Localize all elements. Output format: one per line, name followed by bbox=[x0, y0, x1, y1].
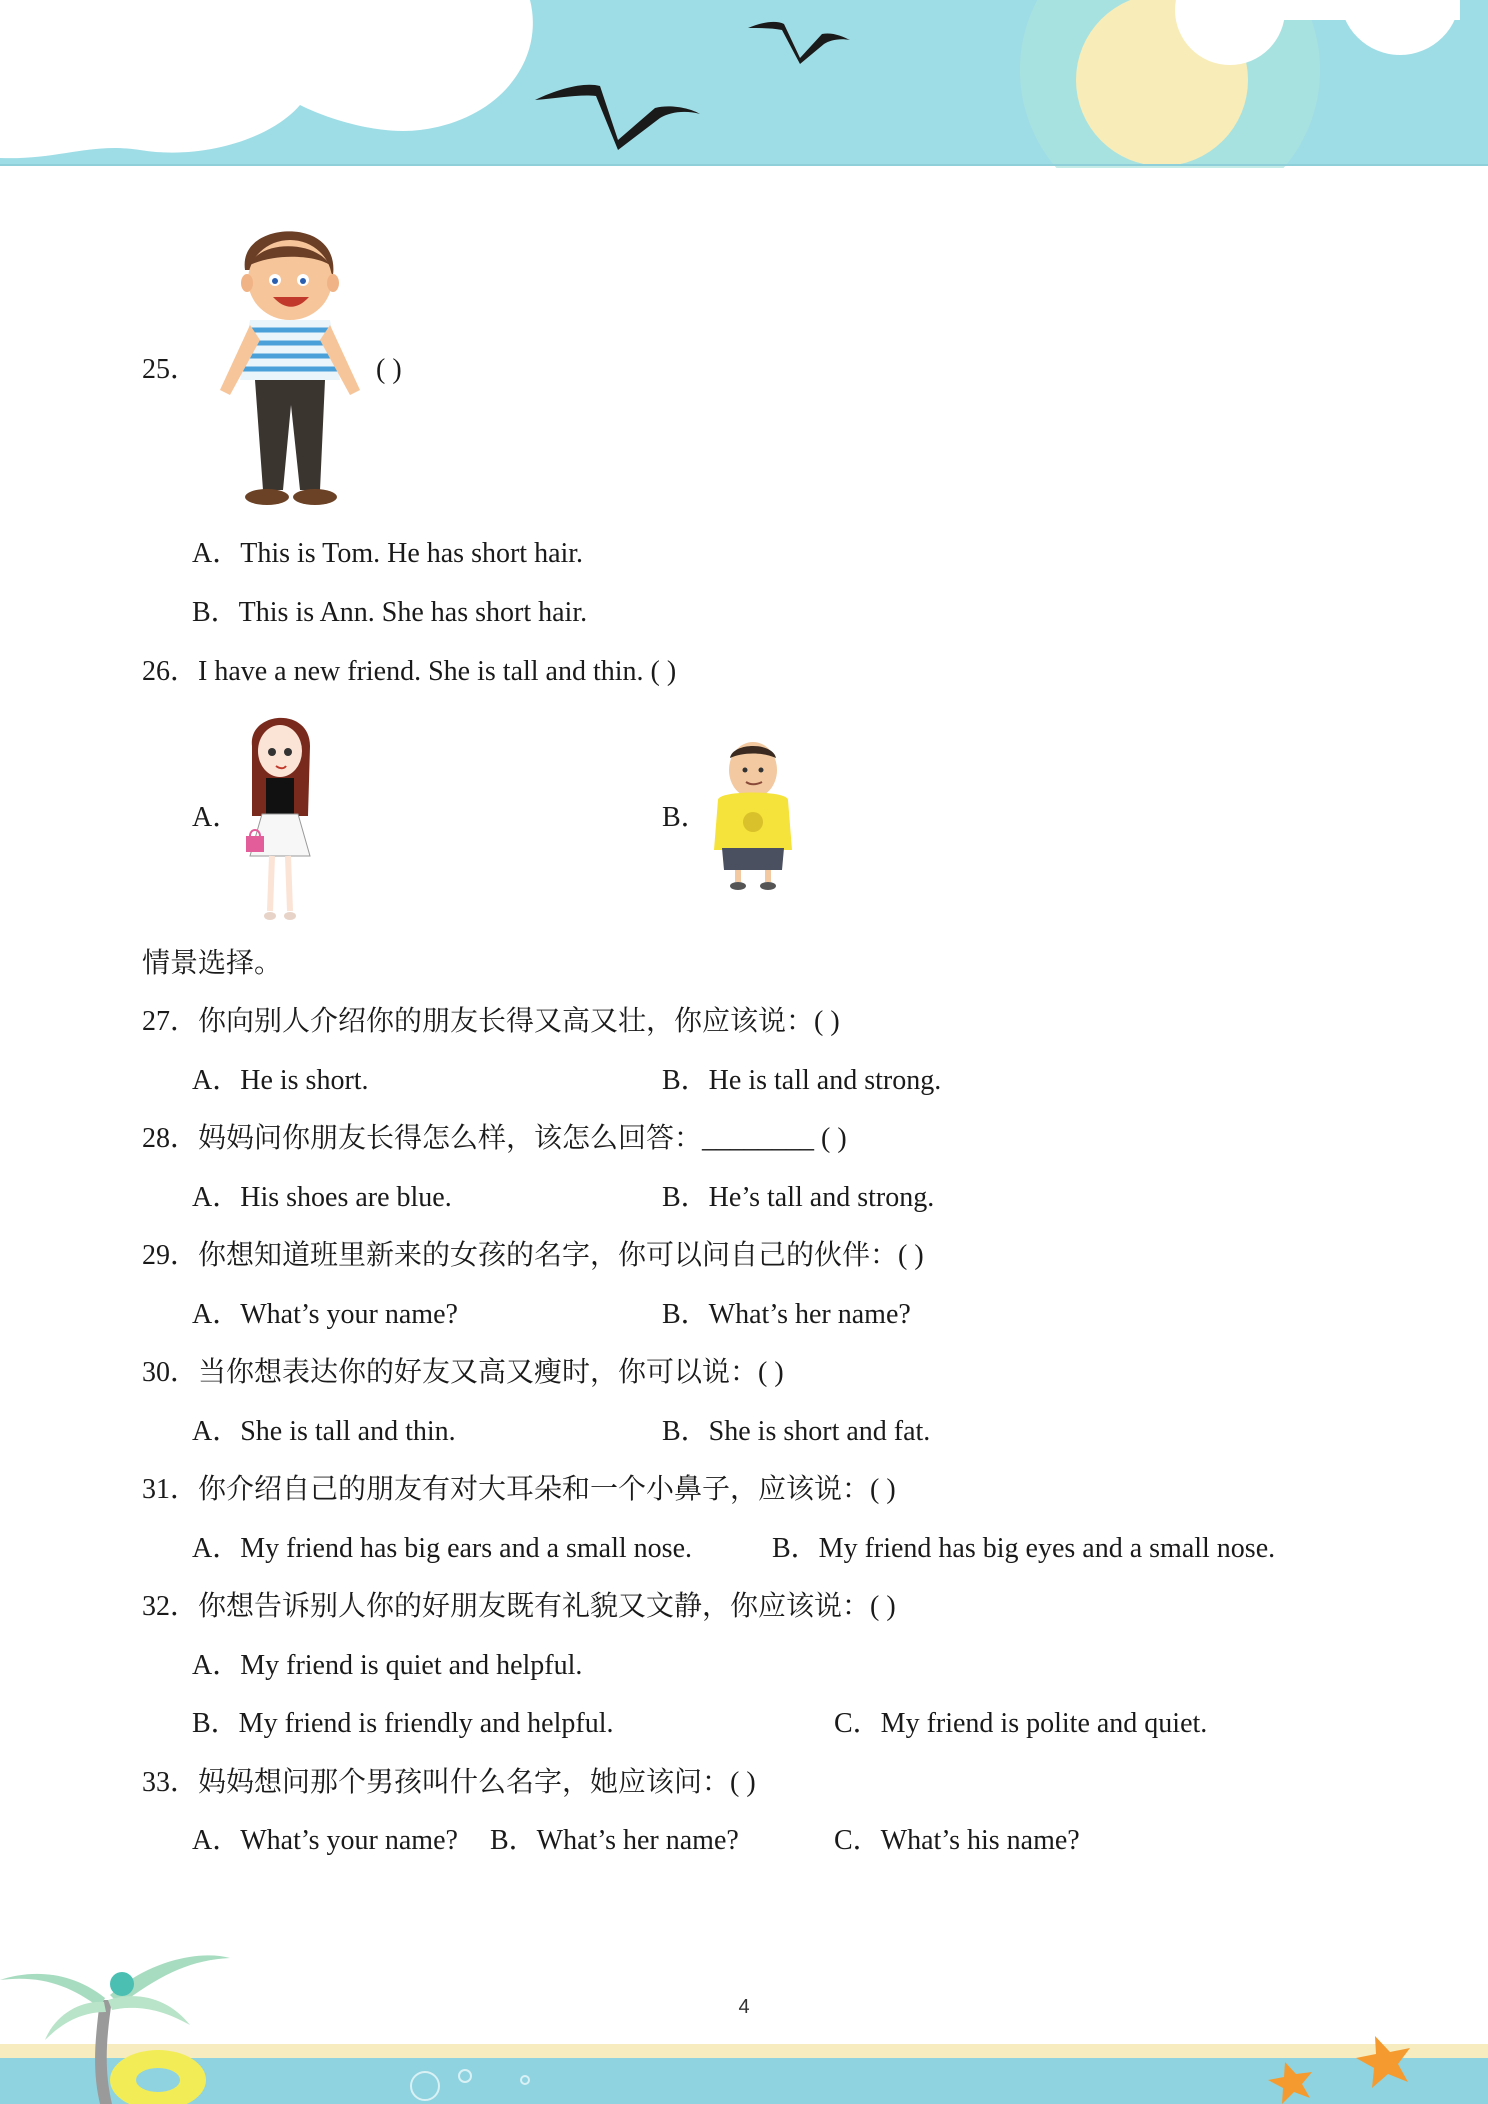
q26-option-a[interactable]: A． bbox=[192, 802, 241, 833]
tall-thin-girl-illustration bbox=[240, 706, 320, 926]
question-32: 32．你想告诉别人你的好朋友既有礼貌又文静，你应该说：( ) bbox=[142, 1591, 896, 1622]
question-25-answer-paren: ( ) bbox=[376, 354, 402, 385]
q27-option-a[interactable]: A．He is short. bbox=[192, 1065, 369, 1096]
question-29: 29．你想知道班里新来的女孩的名字，你可以问自己的伙伴：( ) bbox=[142, 1240, 924, 1271]
q32-option-a[interactable]: A．My friend is quiet and helpful. bbox=[192, 1650, 583, 1681]
q28-option-a[interactable]: A．His shoes are blue. bbox=[192, 1182, 452, 1213]
page-number: 4 bbox=[738, 1996, 750, 2018]
q33-option-c[interactable]: C．What’s his name? bbox=[834, 1825, 1080, 1856]
q29-option-a[interactable]: A．What’s your name? bbox=[192, 1299, 458, 1330]
header-sky-banner bbox=[0, 0, 1488, 168]
q33-option-b[interactable]: B．What’s her name? bbox=[490, 1825, 739, 1856]
q30-option-b[interactable]: B．She is short and fat. bbox=[662, 1416, 931, 1447]
q32-option-b[interactable]: B．My friend is friendly and helpful. bbox=[192, 1708, 614, 1739]
question-33: 33．妈妈想问那个男孩叫什么名字，她应该问：( ) bbox=[142, 1767, 756, 1798]
question-26: 26．I have a new friend. She is tall and thin. ( ) bbox=[142, 656, 677, 687]
question-31: 31．你介绍自己的朋友有对大耳朵和一个小鼻子，应该说：( ) bbox=[142, 1474, 896, 1505]
q28-option-b[interactable]: B．He’s tall and strong. bbox=[662, 1182, 935, 1213]
q33-option-a[interactable]: A．What’s your name? bbox=[192, 1825, 458, 1856]
q31-option-b[interactable]: B．My friend has big eyes and a small nose. bbox=[772, 1533, 1276, 1564]
question-30: 30．当你想表达你的好友又高又瘦时，你可以说：( ) bbox=[142, 1357, 784, 1388]
q27-option-b[interactable]: B．He is tall and strong. bbox=[662, 1065, 942, 1096]
section-title-situational-choice: 情景选择。 bbox=[142, 948, 283, 979]
question-number: 25． bbox=[142, 354, 199, 385]
short-fat-boy-illustration bbox=[708, 740, 798, 890]
q26-option-b[interactable]: B． bbox=[662, 802, 709, 833]
q25-option-a[interactable]: A．This is Tom. He has short hair. bbox=[192, 538, 584, 569]
q29-option-b[interactable]: B．What’s her name? bbox=[662, 1299, 911, 1330]
q31-option-a[interactable]: A．My friend has big ears and a small nose. bbox=[192, 1533, 692, 1564]
q32-option-c[interactable]: C．My friend is polite and quiet. bbox=[834, 1708, 1208, 1739]
q25-option-b[interactable]: B．This is Ann. She has short hair. bbox=[192, 597, 588, 628]
question-27: 27．你向别人介绍你的朋友长得又高又壮，你应该说：( ) bbox=[142, 1006, 840, 1037]
boy-tom-illustration bbox=[205, 225, 375, 510]
question-25 bbox=[142, 352, 198, 388]
q30-option-a[interactable]: A．She is tall and thin. bbox=[192, 1416, 456, 1447]
question-28: 28．妈妈问你朋友长得怎么样，该怎么回答：________ ( ) bbox=[142, 1123, 847, 1154]
